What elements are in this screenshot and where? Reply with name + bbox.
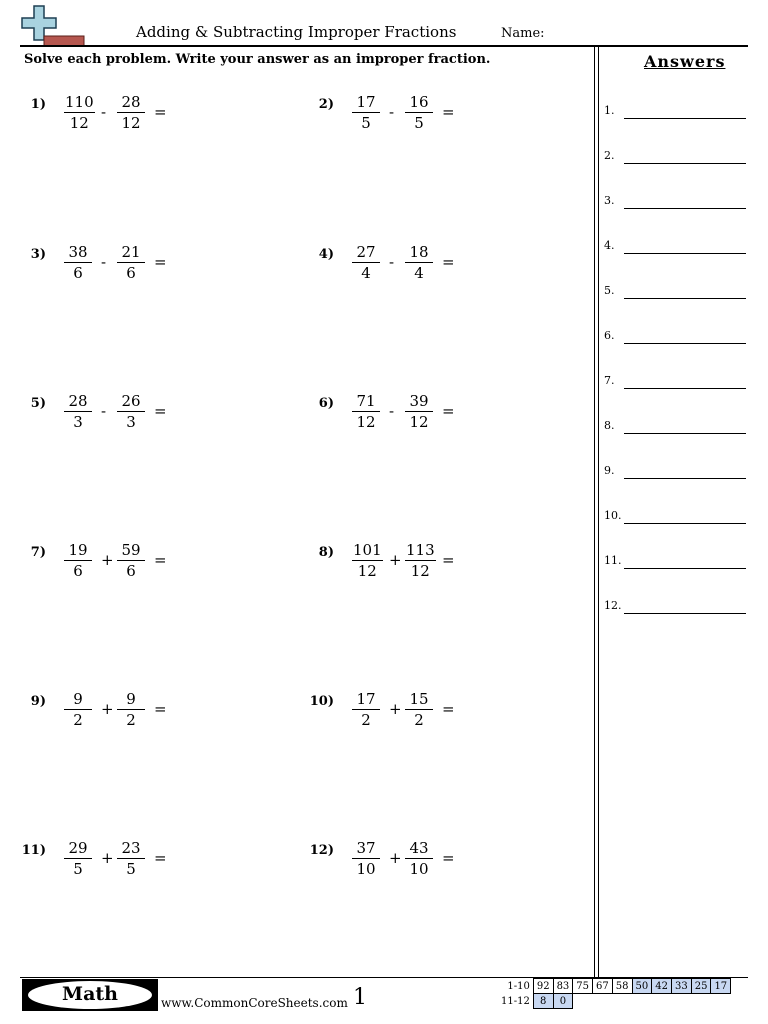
denominator: 4 xyxy=(361,264,371,282)
denominator: 5 xyxy=(414,114,424,132)
answers-divider-left xyxy=(594,47,595,978)
score-cell: 75 xyxy=(573,979,593,994)
operator: - xyxy=(389,253,395,271)
score-cell: 17 xyxy=(711,979,731,994)
score-cell: 25 xyxy=(691,979,711,994)
denominator: 5 xyxy=(126,860,136,878)
denominator: 6 xyxy=(126,264,136,282)
equals-sign: = xyxy=(442,253,455,271)
answer-blank[interactable] xyxy=(624,118,746,119)
operator: + xyxy=(101,551,114,569)
fraction-b xyxy=(405,93,433,132)
answer-number: 5. xyxy=(604,284,615,297)
numerator: 37 xyxy=(356,839,376,857)
answer-blank[interactable] xyxy=(624,613,746,614)
answer-row-3 xyxy=(604,194,748,214)
answer-row-7 xyxy=(604,374,748,394)
answer-number: 9. xyxy=(604,464,615,477)
fraction-a xyxy=(64,243,92,282)
problem-number: 12) xyxy=(309,843,334,858)
denominator: 2 xyxy=(126,711,136,729)
answer-blank[interactable] xyxy=(624,163,746,164)
numerator: 19 xyxy=(68,541,88,559)
answer-number: 2. xyxy=(604,149,615,162)
equals-sign: = xyxy=(442,849,455,867)
numerator: 29 xyxy=(68,839,88,857)
denominator: 5 xyxy=(73,860,83,878)
score-cell: 83 xyxy=(553,979,573,994)
numerator: 59 xyxy=(121,541,141,559)
operator: + xyxy=(101,849,114,867)
fraction-b xyxy=(405,243,433,282)
problem-number: 9) xyxy=(30,694,46,709)
denominator: 2 xyxy=(414,711,424,729)
answer-number: 12. xyxy=(604,599,622,612)
answer-row-2 xyxy=(604,149,748,169)
answer-number: 11. xyxy=(604,554,622,567)
answer-row-9 xyxy=(604,464,748,484)
score-row-label: 11-12 xyxy=(501,995,530,1007)
answer-blank[interactable] xyxy=(624,208,746,209)
problem-11 xyxy=(21,839,286,903)
problem-number: 5) xyxy=(30,396,46,411)
problem-number: 10) xyxy=(309,694,334,709)
numerator: 113 xyxy=(406,541,435,559)
answer-row-4 xyxy=(604,239,748,259)
fraction-b xyxy=(405,392,433,431)
numerator: 23 xyxy=(121,839,141,857)
answer-number: 3. xyxy=(604,194,615,207)
fraction-a xyxy=(352,839,380,878)
problem-number: 8) xyxy=(318,545,334,560)
denominator: 3 xyxy=(73,413,83,431)
equals-sign: = xyxy=(442,551,455,569)
denominator: 12 xyxy=(410,562,430,580)
denominator: 2 xyxy=(361,711,371,729)
score-cell: 58 xyxy=(612,979,632,994)
answer-number: 6. xyxy=(604,329,615,342)
score-cell: 42 xyxy=(652,979,672,994)
score-cell: 33 xyxy=(671,979,691,994)
denominator: 3 xyxy=(126,413,136,431)
problem-12 xyxy=(309,839,574,903)
equals-sign: = xyxy=(442,103,455,121)
numerator: 28 xyxy=(68,392,88,410)
problem-number: 6) xyxy=(318,396,334,411)
denominator: 4 xyxy=(414,264,424,282)
numerator: 9 xyxy=(73,690,83,708)
fraction-a xyxy=(64,93,95,132)
answer-row-8 xyxy=(604,419,748,439)
instructions: Solve each problem. Write your answer as an improper fraction. xyxy=(24,52,491,67)
numerator: 27 xyxy=(356,243,376,261)
denominator: 12 xyxy=(357,562,377,580)
operator: - xyxy=(101,402,107,420)
operator: - xyxy=(389,402,395,420)
denominator: 6 xyxy=(73,264,83,282)
operator: + xyxy=(389,551,402,569)
numerator: 9 xyxy=(126,690,136,708)
worksheet-title: Adding & Subtracting Improper Fractions xyxy=(136,23,457,41)
numerator: 38 xyxy=(68,243,88,261)
answer-number: 8. xyxy=(604,419,615,432)
score-row-label: 1-10 xyxy=(507,980,530,992)
score-row xyxy=(498,994,731,1009)
problem-1 xyxy=(26,93,286,157)
denominator: 10 xyxy=(356,860,376,878)
operator: - xyxy=(101,103,107,121)
fraction-b xyxy=(405,541,436,580)
denominator: 6 xyxy=(73,562,83,580)
fraction-a xyxy=(352,93,380,132)
answer-blank[interactable] xyxy=(624,253,746,254)
fraction-b xyxy=(405,690,433,729)
denominator: 12 xyxy=(69,114,89,132)
operator: - xyxy=(389,103,395,121)
fraction-a xyxy=(352,690,380,729)
denominator: 12 xyxy=(356,413,376,431)
fraction-a xyxy=(64,839,92,878)
answer-row-5 xyxy=(604,284,748,304)
fraction-a xyxy=(64,541,92,580)
fraction-a xyxy=(64,392,92,431)
fraction-b xyxy=(117,690,145,729)
fraction-a xyxy=(352,243,380,282)
equals-sign: = xyxy=(154,551,167,569)
numerator: 43 xyxy=(409,839,429,857)
fraction-a xyxy=(352,541,383,580)
problem-5 xyxy=(26,392,286,456)
score-cell: 67 xyxy=(593,979,613,994)
operator: - xyxy=(101,253,107,271)
denominator: 12 xyxy=(409,413,429,431)
problem-number: 4) xyxy=(318,247,334,262)
denominator: 5 xyxy=(361,114,371,132)
answer-number: 1. xyxy=(604,104,615,117)
numerator: 15 xyxy=(409,690,429,708)
answer-row-11 xyxy=(604,554,748,574)
numerator: 28 xyxy=(121,93,141,111)
answer-blank[interactable] xyxy=(624,298,746,299)
answer-number: 4. xyxy=(604,239,615,252)
problem-number: 2) xyxy=(318,97,334,112)
numerator: 17 xyxy=(356,93,376,111)
problem-9 xyxy=(26,690,286,754)
answer-row-1 xyxy=(604,104,748,124)
problem-2 xyxy=(314,93,574,157)
fraction-b xyxy=(117,93,145,132)
equals-sign: = xyxy=(154,253,167,271)
answer-blank[interactable] xyxy=(624,568,746,569)
problem-number: 11) xyxy=(21,843,46,858)
numerator: 16 xyxy=(409,93,429,111)
equals-sign: = xyxy=(154,700,167,718)
numerator: 101 xyxy=(353,541,382,559)
equals-sign: = xyxy=(442,700,455,718)
equals-sign: = xyxy=(154,849,167,867)
fraction-b xyxy=(117,541,145,580)
numerator: 110 xyxy=(65,93,94,111)
score-row xyxy=(498,979,731,994)
numerator: 21 xyxy=(121,243,141,261)
answer-blank[interactable] xyxy=(624,433,746,434)
page-number: 1 xyxy=(353,985,367,1010)
score-table xyxy=(498,978,731,1009)
problem-number: 1) xyxy=(30,97,46,112)
answer-row-6 xyxy=(604,329,748,349)
equals-sign: = xyxy=(442,402,455,420)
math-badge-label: Math xyxy=(62,983,118,1005)
problem-3 xyxy=(26,243,286,307)
equals-sign: = xyxy=(154,103,167,121)
problem-8 xyxy=(314,541,574,605)
problem-7 xyxy=(26,541,286,605)
answers-heading: Answers xyxy=(644,52,726,71)
score-cell: 50 xyxy=(632,979,652,994)
fraction-b xyxy=(117,243,145,282)
plus-minus-logo-icon xyxy=(20,4,86,48)
answer-row-12 xyxy=(604,599,748,619)
answer-number: 10. xyxy=(604,509,622,522)
score-cell: 8 xyxy=(533,994,553,1009)
problem-number: 3) xyxy=(30,247,46,262)
denominator: 12 xyxy=(121,114,141,132)
equals-sign: = xyxy=(154,402,167,420)
denominator: 6 xyxy=(126,562,136,580)
problem-4 xyxy=(314,243,574,307)
fraction-b xyxy=(405,839,433,878)
answer-number: 7. xyxy=(604,374,615,387)
operator: + xyxy=(389,700,402,718)
fraction-a xyxy=(352,392,380,431)
operator: + xyxy=(389,849,402,867)
fraction-b xyxy=(117,392,145,431)
operator: + xyxy=(101,700,114,718)
answer-blank[interactable] xyxy=(624,478,746,479)
answer-blank[interactable] xyxy=(624,388,746,389)
answer-row-10 xyxy=(604,509,748,529)
denominator: 2 xyxy=(73,711,83,729)
numerator: 26 xyxy=(121,392,141,410)
site-url[interactable]: www.CommonCoreSheets.com xyxy=(161,996,348,1010)
score-cell: 0 xyxy=(553,994,573,1009)
name-label: Name: xyxy=(501,26,545,41)
fraction-b xyxy=(117,839,145,878)
numerator: 17 xyxy=(356,690,376,708)
problem-6 xyxy=(314,392,574,456)
answer-blank[interactable] xyxy=(624,343,746,344)
numerator: 71 xyxy=(356,392,376,410)
answer-blank[interactable] xyxy=(624,523,746,524)
problem-number: 7) xyxy=(30,545,46,560)
denominator: 10 xyxy=(409,860,429,878)
answers-divider-right xyxy=(598,47,599,978)
score-cell: 92 xyxy=(533,979,553,994)
fraction-a xyxy=(64,690,92,729)
problem-10 xyxy=(309,690,574,754)
header-divider xyxy=(20,45,748,47)
numerator: 39 xyxy=(409,392,429,410)
numerator: 18 xyxy=(409,243,429,261)
